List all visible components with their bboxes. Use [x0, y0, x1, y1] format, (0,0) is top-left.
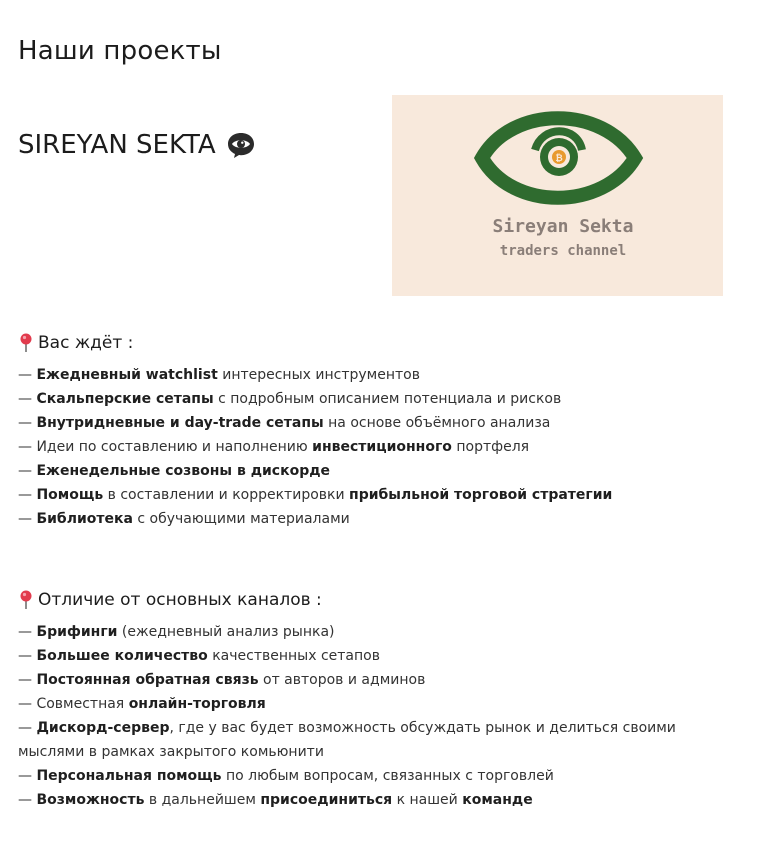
- list-item: — Постоянная обратная связь от авторов и админов: [18, 672, 426, 688]
- list-item: — Библиотека с обучающими материалами: [18, 511, 350, 527]
- page-heading: Наши проекты: [18, 36, 222, 66]
- section-waiting: [18, 331, 612, 531]
- project-title-text: SIREYAN SEKTA: [18, 130, 216, 160]
- eye-in-speech-bubble-icon: [226, 130, 256, 160]
- list-item: — Дискорд-сервер, где у вас будет возможность обсуждать рынок и делиться своими мыслями в рамках закрытого комьюнити: [18, 720, 676, 760]
- project-title: [18, 130, 256, 160]
- list-item: — Большее количество качественных сетапов: [18, 648, 380, 664]
- list-item: — Идеи по составлению и наполнению инвестиционного портфеля: [18, 439, 530, 455]
- list-item: — Скальперские сетапы с подробным описанием потенциала и рисков: [18, 391, 562, 407]
- section-title: [18, 331, 612, 355]
- list-item: — Совместная онлайн-торговля: [18, 696, 266, 712]
- list-item: — Еженедельные созвоны в дискорде: [18, 463, 331, 479]
- list-item: — Ежедневный watchlist интересных инструментов: [18, 367, 420, 383]
- list-item: — Брифинги (ежедневный анализ рынка): [18, 624, 335, 640]
- feature-list: [18, 620, 728, 812]
- logo-line2: traders channel: [499, 243, 627, 259]
- logo-line1: Sireyan Sekta: [492, 216, 634, 237]
- svg-text:₿: ₿: [555, 154, 563, 164]
- section-difference: [18, 588, 728, 812]
- list-item: — Внутридневные и day-trade сетапы на основе объёмного анализа: [18, 415, 551, 431]
- section-title-text: Вас ждёт :: [38, 333, 134, 353]
- feature-list: [18, 363, 612, 531]
- list-item: — Персональная помощь по любым вопросам, связанных с торговлей: [18, 768, 554, 784]
- round-pushpin-icon: [18, 333, 34, 353]
- list-item: — Помощь в составлении и корректировки прибыльной торговой стратегии: [18, 487, 613, 503]
- section-title-text: Отличие от основных каналов :: [38, 590, 322, 610]
- eye-logo-icon: [482, 118, 635, 198]
- round-pushpin-icon: [18, 590, 34, 610]
- section-title: [18, 588, 728, 612]
- list-item: — Возможность в дальнейшем присоединиться к нашей команде: [18, 792, 533, 808]
- project-logo: [392, 95, 723, 296]
